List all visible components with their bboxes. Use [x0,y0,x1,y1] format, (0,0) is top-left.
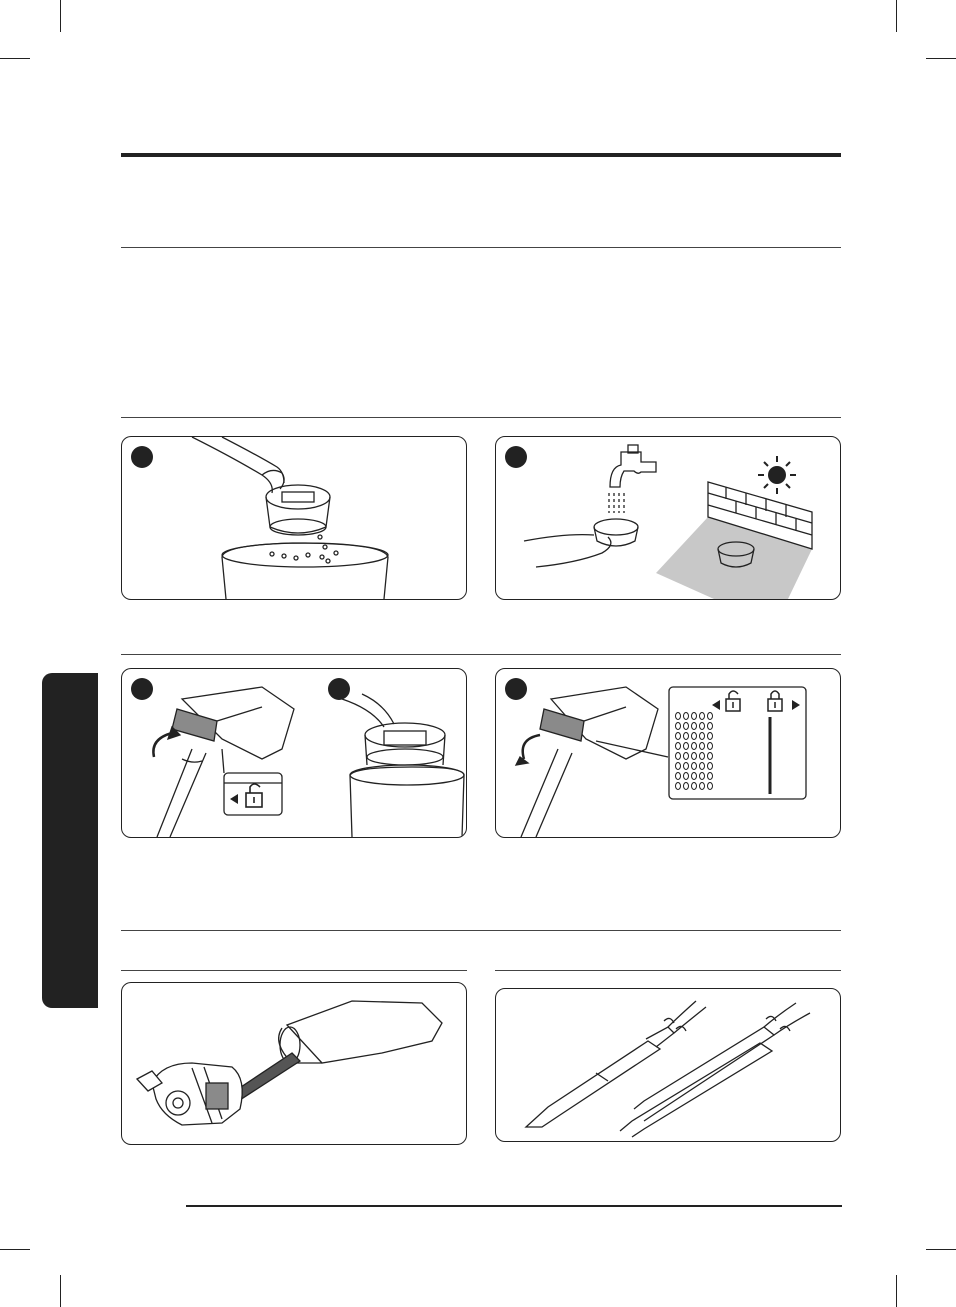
section-divider [121,247,841,248]
crop-mark [896,0,897,32]
crop-mark [0,58,30,59]
crop-mark [60,0,61,32]
crop-mark [896,1275,897,1307]
panel-clean-pipe [495,988,841,1142]
panel-unlock-dustbin [121,668,467,838]
panel-wash-and-dry [495,436,841,600]
crop-mark [0,1249,30,1250]
section-side-tab [42,673,98,1008]
crop-mark [926,58,956,59]
panel-clean-brush [121,982,467,1145]
panel-lock-dustbin [495,668,841,838]
rotate-arrow-icon [523,735,540,759]
panel-empty-filter [121,436,467,600]
clean-pipe-illustration [496,989,840,1141]
clean-brush-illustration [122,983,466,1144]
crop-mark [60,1275,61,1307]
footer-rule [186,1205,842,1207]
subsection-divider [121,970,467,971]
section-divider [121,417,841,418]
lock-dustbin-illustration [496,669,840,837]
crop-mark [926,1249,956,1250]
unlock-dustbin-illustration [122,669,466,837]
wash-dry-illustration [496,437,840,599]
header-rule [121,153,841,157]
sun-icon [758,456,796,494]
empty-filter-illustration [122,437,466,599]
section-divider [121,654,841,655]
section-divider [121,930,841,931]
subsection-divider [495,970,841,971]
